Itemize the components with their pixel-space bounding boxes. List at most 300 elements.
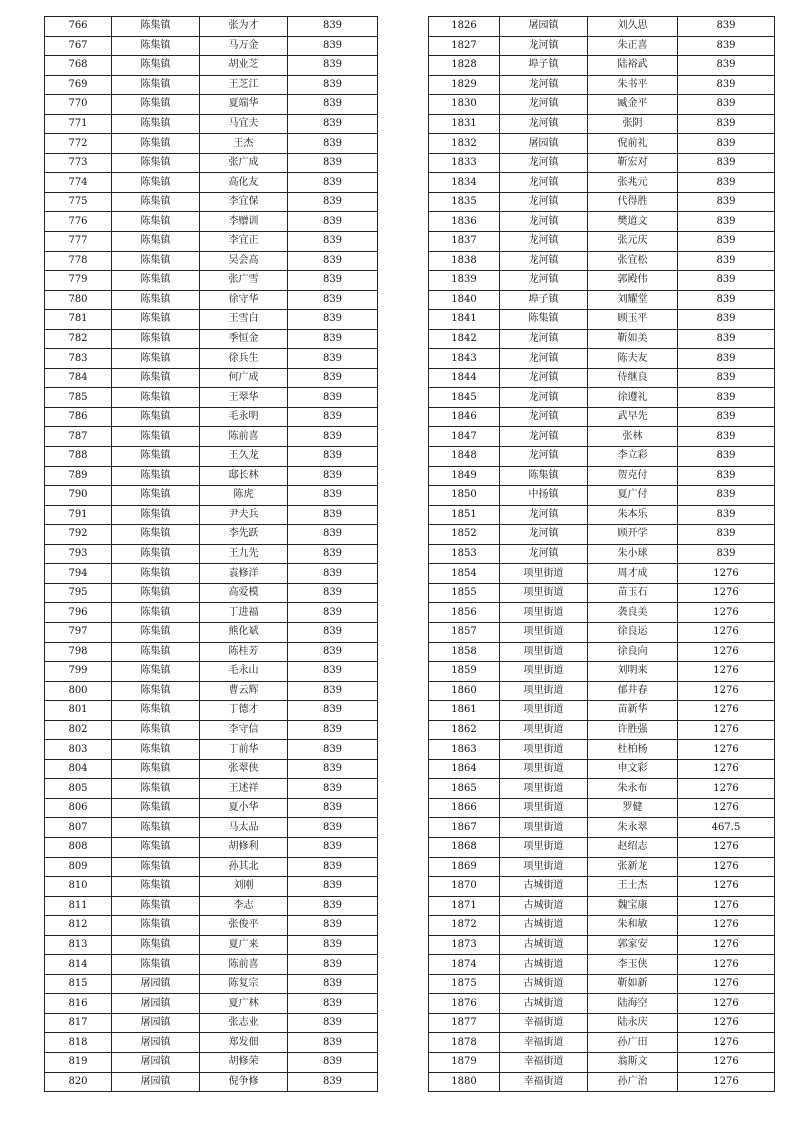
row-number-cell: 1860 <box>429 681 500 701</box>
row-number-cell: 783 <box>45 349 112 369</box>
table-row <box>429 427 775 447</box>
name-cell: 贺克付 <box>588 466 678 486</box>
amount-cell: 839 <box>288 1033 378 1053</box>
amount-cell: 839 <box>288 544 378 564</box>
table-row <box>429 1013 775 1033</box>
name-cell: 陆裕武 <box>588 56 678 76</box>
table-row <box>429 271 775 291</box>
table-row <box>429 603 775 623</box>
amount-cell: 839 <box>288 134 378 154</box>
town-cell: 陈集镇 <box>112 486 200 506</box>
name-cell: 王久龙 <box>200 447 288 467</box>
amount-cell: 839 <box>678 271 775 291</box>
town-cell: 项里街道 <box>500 662 588 682</box>
town-cell: 中扬镇 <box>500 486 588 506</box>
amount-cell: 839 <box>288 17 378 37</box>
town-cell: 龙河镇 <box>500 368 588 388</box>
row-number-cell: 807 <box>45 818 112 838</box>
table-row <box>429 153 775 173</box>
row-number-cell: 787 <box>45 427 112 447</box>
table-row <box>429 114 775 134</box>
row-number-cell: 776 <box>45 212 112 232</box>
amount-cell: 467.5 <box>678 818 775 838</box>
amount-cell: 839 <box>288 447 378 467</box>
town-cell: 龙河镇 <box>500 329 588 349</box>
table-row <box>45 603 378 623</box>
town-cell: 陈集镇 <box>112 349 200 369</box>
table-row <box>45 877 378 897</box>
row-number-cell: 1861 <box>429 701 500 721</box>
table-row <box>429 75 775 95</box>
name-cell: 夏端华 <box>200 95 288 115</box>
table-row <box>429 896 775 916</box>
amount-cell: 839 <box>288 212 378 232</box>
row-number-cell: 777 <box>45 232 112 252</box>
amount-cell: 839 <box>678 505 775 525</box>
row-number-cell: 803 <box>45 740 112 760</box>
table-row <box>429 701 775 721</box>
name-cell: 张元庆 <box>588 232 678 252</box>
table-row <box>429 95 775 115</box>
table-row <box>45 271 378 291</box>
name-cell: 张兆元 <box>588 173 678 193</box>
row-number-cell: 1851 <box>429 505 500 525</box>
name-cell: 许胜强 <box>588 720 678 740</box>
table-row <box>45 837 378 857</box>
row-number-cell: 812 <box>45 916 112 936</box>
amount-cell: 839 <box>288 1052 378 1072</box>
table-row <box>45 662 378 682</box>
town-cell: 陈集镇 <box>112 329 200 349</box>
name-cell: 臧金平 <box>588 95 678 115</box>
town-cell: 陈集镇 <box>112 662 200 682</box>
town-cell: 古城街道 <box>500 955 588 975</box>
row-number-cell: 1871 <box>429 896 500 916</box>
amount-cell: 1276 <box>678 1033 775 1053</box>
amount-cell: 839 <box>288 701 378 721</box>
town-cell: 龙河镇 <box>500 349 588 369</box>
name-cell: 顾玉平 <box>588 310 678 330</box>
table-row <box>429 486 775 506</box>
town-cell: 陈集镇 <box>112 95 200 115</box>
amount-cell: 1276 <box>678 857 775 877</box>
name-cell: 朱小球 <box>588 544 678 564</box>
amount-cell: 1276 <box>678 798 775 818</box>
table-row <box>429 17 775 37</box>
amount-cell: 839 <box>678 544 775 564</box>
amount-cell: 839 <box>288 56 378 76</box>
row-number-cell: 788 <box>45 447 112 467</box>
name-cell: 赵绍志 <box>588 837 678 857</box>
amount-cell: 839 <box>288 662 378 682</box>
town-cell: 屠园镇 <box>112 1033 200 1053</box>
row-number-cell: 818 <box>45 1033 112 1053</box>
amount-cell: 1276 <box>678 603 775 623</box>
table-row <box>45 56 378 76</box>
name-cell: 孙广治 <box>588 1072 678 1092</box>
name-cell: 胡修利 <box>200 837 288 857</box>
town-cell: 项里街道 <box>500 701 588 721</box>
left-roster-table <box>44 16 378 1092</box>
row-number-cell: 802 <box>45 720 112 740</box>
table-row <box>429 466 775 486</box>
table-row <box>429 388 775 408</box>
name-cell: 王芝江 <box>200 75 288 95</box>
row-number-cell: 773 <box>45 153 112 173</box>
amount-cell: 839 <box>678 407 775 427</box>
table-row <box>45 681 378 701</box>
table-row <box>429 525 775 545</box>
amount-cell: 839 <box>288 36 378 56</box>
name-cell: 徐遵礼 <box>588 388 678 408</box>
table-row <box>429 798 775 818</box>
row-number-cell: 1842 <box>429 329 500 349</box>
row-number-cell: 782 <box>45 329 112 349</box>
amount-cell: 1276 <box>678 701 775 721</box>
table-row <box>45 310 378 330</box>
table-row <box>429 192 775 212</box>
table-row <box>45 232 378 252</box>
row-number-cell: 1853 <box>429 544 500 564</box>
row-number-cell: 805 <box>45 779 112 799</box>
name-cell: 张广雪 <box>200 271 288 291</box>
amount-cell: 839 <box>288 251 378 271</box>
row-number-cell: 799 <box>45 662 112 682</box>
amount-cell: 839 <box>288 622 378 642</box>
row-number-cell: 769 <box>45 75 112 95</box>
table-row <box>45 994 378 1014</box>
name-cell: 马太品 <box>200 818 288 838</box>
town-cell: 项里街道 <box>500 564 588 584</box>
amount-cell: 839 <box>678 486 775 506</box>
town-cell: 陈集镇 <box>112 779 200 799</box>
row-number-cell: 795 <box>45 583 112 603</box>
table-row <box>45 564 378 584</box>
table-row <box>429 310 775 330</box>
town-cell: 项里街道 <box>500 740 588 760</box>
table-row <box>45 955 378 975</box>
row-number-cell: 768 <box>45 56 112 76</box>
name-cell: 曹云辉 <box>200 681 288 701</box>
table-row <box>429 681 775 701</box>
amount-cell: 1276 <box>678 662 775 682</box>
table-row <box>429 935 775 955</box>
town-cell: 龙河镇 <box>500 75 588 95</box>
name-cell: 陈前喜 <box>200 955 288 975</box>
table-row <box>429 622 775 642</box>
row-number-cell: 1868 <box>429 837 500 857</box>
row-number-cell: 1841 <box>429 310 500 330</box>
amount-cell: 839 <box>288 779 378 799</box>
row-number-cell: 1877 <box>429 1013 500 1033</box>
table-row <box>429 583 775 603</box>
town-cell: 陈集镇 <box>112 564 200 584</box>
amount-cell: 839 <box>288 349 378 369</box>
amount-cell: 839 <box>288 837 378 857</box>
amount-cell: 1276 <box>678 1013 775 1033</box>
town-cell: 陈集镇 <box>112 134 200 154</box>
name-cell: 张新龙 <box>588 857 678 877</box>
table-row <box>429 779 775 799</box>
amount-cell: 839 <box>678 251 775 271</box>
amount-cell: 839 <box>678 56 775 76</box>
row-number-cell: 1855 <box>429 583 500 603</box>
row-number-cell: 820 <box>45 1072 112 1092</box>
row-number-cell: 780 <box>45 290 112 310</box>
amount-cell: 839 <box>288 759 378 779</box>
row-number-cell: 793 <box>45 544 112 564</box>
table-row <box>429 974 775 994</box>
right-roster-table <box>428 16 775 1092</box>
name-cell: 倪争修 <box>200 1072 288 1092</box>
table-row <box>45 192 378 212</box>
town-cell: 陈集镇 <box>112 271 200 291</box>
town-cell: 项里街道 <box>500 818 588 838</box>
table-row <box>45 329 378 349</box>
table-row <box>429 349 775 369</box>
amount-cell: 839 <box>288 720 378 740</box>
table-row <box>45 212 378 232</box>
name-cell: 李志 <box>200 896 288 916</box>
table-row <box>45 466 378 486</box>
row-number-cell: 1857 <box>429 622 500 642</box>
amount-cell: 839 <box>678 173 775 193</box>
table-row <box>45 1033 378 1053</box>
row-number-cell: 1835 <box>429 192 500 212</box>
town-cell: 项里街道 <box>500 759 588 779</box>
name-cell: 刘久思 <box>588 17 678 37</box>
amount-cell: 839 <box>288 486 378 506</box>
town-cell: 古城街道 <box>500 994 588 1014</box>
row-number-cell: 775 <box>45 192 112 212</box>
amount-cell: 839 <box>288 466 378 486</box>
name-cell: 王杰 <box>200 134 288 154</box>
town-cell: 陈集镇 <box>112 701 200 721</box>
table-row <box>45 798 378 818</box>
town-cell: 项里街道 <box>500 837 588 857</box>
town-cell: 龙河镇 <box>500 447 588 467</box>
town-cell: 陈集镇 <box>112 56 200 76</box>
table-row <box>429 994 775 1014</box>
row-number-cell: 1875 <box>429 974 500 994</box>
name-cell: 刘耀堂 <box>588 290 678 310</box>
table-row <box>45 935 378 955</box>
town-cell: 项里街道 <box>500 779 588 799</box>
town-cell: 陈集镇 <box>112 544 200 564</box>
table-row <box>45 153 378 173</box>
town-cell: 龙河镇 <box>500 114 588 134</box>
row-number-cell: 1845 <box>429 388 500 408</box>
amount-cell: 839 <box>288 798 378 818</box>
amount-cell: 839 <box>678 134 775 154</box>
town-cell: 陈集镇 <box>112 114 200 134</box>
row-number-cell: 817 <box>45 1013 112 1033</box>
name-cell: 徐良运 <box>588 622 678 642</box>
row-number-cell: 1839 <box>429 271 500 291</box>
name-cell: 王九先 <box>200 544 288 564</box>
table-row <box>429 720 775 740</box>
table-row <box>429 36 775 56</box>
table-row <box>45 622 378 642</box>
row-number-cell: 808 <box>45 837 112 857</box>
amount-cell: 1276 <box>678 1052 775 1072</box>
amount-cell: 839 <box>678 36 775 56</box>
amount-cell: 1276 <box>678 759 775 779</box>
name-cell: 申文彩 <box>588 759 678 779</box>
name-cell: 陈虎 <box>200 486 288 506</box>
table-row <box>45 134 378 154</box>
table-row <box>45 349 378 369</box>
table-row <box>429 173 775 193</box>
town-cell: 屠园镇 <box>500 134 588 154</box>
name-cell: 丁前华 <box>200 740 288 760</box>
table-row <box>45 75 378 95</box>
row-number-cell: 1863 <box>429 740 500 760</box>
town-cell: 陈集镇 <box>112 681 200 701</box>
town-cell: 陈集镇 <box>112 447 200 467</box>
table-row <box>429 564 775 584</box>
amount-cell: 839 <box>288 974 378 994</box>
row-number-cell: 806 <box>45 798 112 818</box>
amount-cell: 839 <box>288 114 378 134</box>
town-cell: 陈集镇 <box>112 75 200 95</box>
row-number-cell: 800 <box>45 681 112 701</box>
amount-cell: 839 <box>288 681 378 701</box>
town-cell: 龙河镇 <box>500 153 588 173</box>
town-cell: 陈集镇 <box>500 310 588 330</box>
amount-cell: 839 <box>288 271 378 291</box>
table-row <box>45 505 378 525</box>
row-number-cell: 784 <box>45 368 112 388</box>
name-cell: 李守信 <box>200 720 288 740</box>
name-cell: 李先跃 <box>200 525 288 545</box>
table-row <box>429 290 775 310</box>
name-cell: 徐良向 <box>588 642 678 662</box>
amount-cell: 839 <box>678 349 775 369</box>
amount-cell: 839 <box>678 212 775 232</box>
row-number-cell: 794 <box>45 564 112 584</box>
town-cell: 陈集镇 <box>112 290 200 310</box>
table-row <box>45 95 378 115</box>
town-cell: 幸福街道 <box>500 1033 588 1053</box>
row-number-cell: 804 <box>45 759 112 779</box>
name-cell: 苗新华 <box>588 701 678 721</box>
town-cell: 龙河镇 <box>500 388 588 408</box>
town-cell: 龙河镇 <box>500 192 588 212</box>
amount-cell: 839 <box>678 153 775 173</box>
row-number-cell: 1849 <box>429 466 500 486</box>
row-number-cell: 791 <box>45 505 112 525</box>
town-cell: 龙河镇 <box>500 36 588 56</box>
amount-cell: 1276 <box>678 994 775 1014</box>
row-number-cell: 1827 <box>429 36 500 56</box>
name-cell: 马宜夫 <box>200 114 288 134</box>
row-number-cell: 1831 <box>429 114 500 134</box>
row-number-cell: 771 <box>45 114 112 134</box>
table-row <box>45 407 378 427</box>
name-cell: 李赠训 <box>200 212 288 232</box>
row-number-cell: 779 <box>45 271 112 291</box>
name-cell: 张为才 <box>200 17 288 37</box>
row-number-cell: 1846 <box>429 407 500 427</box>
row-number-cell: 1828 <box>429 56 500 76</box>
amount-cell: 839 <box>288 407 378 427</box>
name-cell: 靳宏对 <box>588 153 678 173</box>
amount-cell: 839 <box>678 75 775 95</box>
table-row <box>45 818 378 838</box>
name-cell: 倪前礼 <box>588 134 678 154</box>
table-row <box>429 251 775 271</box>
table-row <box>45 251 378 271</box>
town-cell: 项里街道 <box>500 622 588 642</box>
town-cell: 陈集镇 <box>112 36 200 56</box>
name-cell: 代得胜 <box>588 192 678 212</box>
town-cell: 陈集镇 <box>112 622 200 642</box>
town-cell: 龙河镇 <box>500 505 588 525</box>
table-row <box>429 232 775 252</box>
name-cell: 朱正喜 <box>588 36 678 56</box>
amount-cell: 839 <box>288 877 378 897</box>
town-cell: 埠子镇 <box>500 56 588 76</box>
town-cell: 陈集镇 <box>112 388 200 408</box>
row-number-cell: 1864 <box>429 759 500 779</box>
name-cell: 夏小华 <box>200 798 288 818</box>
amount-cell: 839 <box>678 466 775 486</box>
right-roster-body <box>429 17 775 1092</box>
table-row <box>429 818 775 838</box>
amount-cell: 1276 <box>678 955 775 975</box>
name-cell: 靳如美 <box>588 329 678 349</box>
table-row <box>429 740 775 760</box>
amount-cell: 839 <box>288 75 378 95</box>
name-cell: 尹夫兵 <box>200 505 288 525</box>
row-number-cell: 809 <box>45 857 112 877</box>
town-cell: 龙河镇 <box>500 251 588 271</box>
row-number-cell: 1829 <box>429 75 500 95</box>
table-row <box>45 974 378 994</box>
amount-cell: 839 <box>288 994 378 1014</box>
name-cell: 吴会高 <box>200 251 288 271</box>
row-number-cell: 815 <box>45 974 112 994</box>
name-cell: 杜柏杨 <box>588 740 678 760</box>
amount-cell: 839 <box>288 857 378 877</box>
table-row <box>45 36 378 56</box>
row-number-cell: 786 <box>45 407 112 427</box>
row-number-cell: 1837 <box>429 232 500 252</box>
town-cell: 幸福街道 <box>500 1072 588 1092</box>
table-row <box>45 447 378 467</box>
town-cell: 陈集镇 <box>112 368 200 388</box>
table-row <box>45 427 378 447</box>
name-cell: 夏广来 <box>200 935 288 955</box>
table-row <box>429 916 775 936</box>
amount-cell: 839 <box>288 427 378 447</box>
amount-cell: 1276 <box>678 896 775 916</box>
town-cell: 陈集镇 <box>112 759 200 779</box>
amount-cell: 839 <box>288 153 378 173</box>
name-cell: 袭良美 <box>588 603 678 623</box>
amount-cell: 839 <box>288 583 378 603</box>
amount-cell: 839 <box>288 173 378 193</box>
row-number-cell: 789 <box>45 466 112 486</box>
amount-cell: 839 <box>288 310 378 330</box>
table-row <box>429 1072 775 1092</box>
amount-cell: 839 <box>678 388 775 408</box>
town-cell: 陈集镇 <box>112 173 200 193</box>
row-number-cell: 1833 <box>429 153 500 173</box>
town-cell: 陈集镇 <box>500 466 588 486</box>
row-number-cell: 770 <box>45 95 112 115</box>
